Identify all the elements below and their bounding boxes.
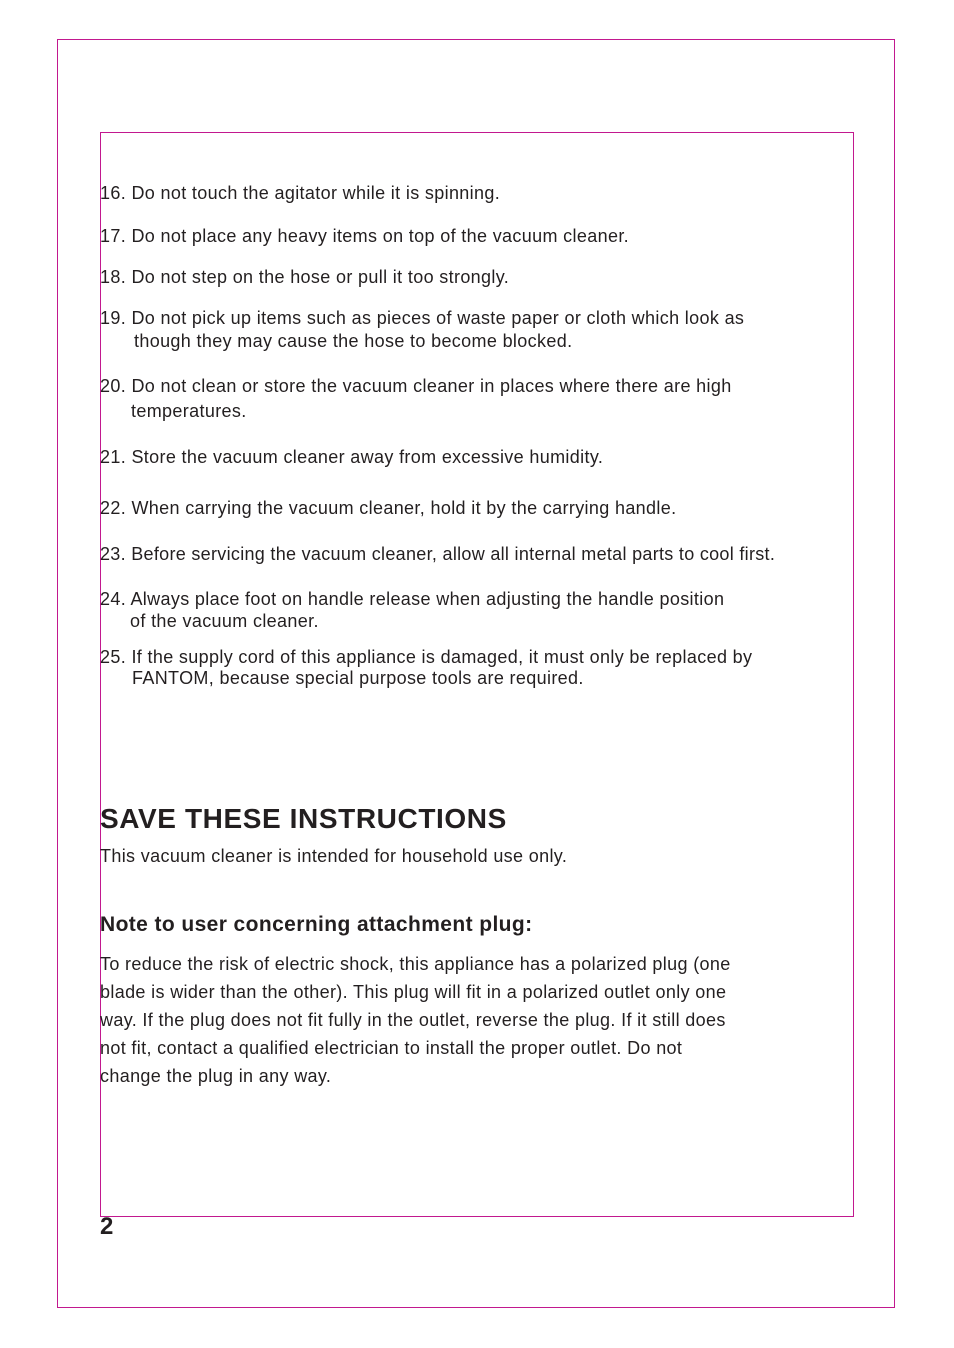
plug-note-line: To reduce the risk of electric shock, this appliance has a polarized plug (one bbox=[100, 954, 731, 974]
instruction-item-23 bbox=[100, 543, 775, 565]
item-text: Always place foot on handle release when adjusting the handle position bbox=[130, 589, 725, 609]
item-text-continued: of the vacuum cleaner. bbox=[130, 611, 319, 631]
item-number: 19. bbox=[100, 308, 127, 328]
item-text-continued: FANTOM, because special purpose tools are required. bbox=[132, 668, 584, 688]
save-instructions-heading: SAVE THESE INSTRUCTIONS bbox=[100, 803, 507, 834]
plug-note-line: blade is wider than the other). This plug will fit in a polarized outlet only one bbox=[100, 982, 727, 1002]
item-number: 21. bbox=[100, 447, 127, 467]
instruction-item-16 bbox=[100, 182, 500, 204]
instruction-item-24 bbox=[100, 588, 724, 632]
item-number: 17. bbox=[100, 226, 127, 246]
plug-note-body bbox=[100, 950, 820, 1090]
instruction-item-19 bbox=[100, 307, 744, 352]
instruction-item-20 bbox=[100, 375, 732, 422]
item-text: When carrying the vacuum cleaner, hold it by the carrying handle. bbox=[131, 498, 677, 518]
item-number: 23. bbox=[100, 544, 126, 564]
instruction-item-18 bbox=[100, 266, 509, 288]
item-text: Store the vacuum cleaner away from excessive humidity. bbox=[131, 447, 604, 467]
item-text-continued: temperatures. bbox=[131, 401, 247, 421]
plug-note-line: change the plug in any way. bbox=[100, 1066, 332, 1086]
item-number: 25. bbox=[100, 647, 127, 667]
plug-note-line: not fit, contact a qualified electrician to install the proper outlet. Do not bbox=[100, 1038, 683, 1058]
item-number: 18. bbox=[100, 267, 127, 287]
item-text: If the supply cord of this appliance is damaged, it must only be replaced by bbox=[131, 647, 753, 667]
item-text: Do not pick up items such as pieces of waste paper or cloth which look as bbox=[131, 308, 745, 328]
item-number: 20. bbox=[100, 376, 127, 396]
item-text: Do not touch the agitator while it is spinning. bbox=[131, 183, 501, 203]
item-number: 24. bbox=[100, 589, 127, 609]
instruction-item-21 bbox=[100, 446, 603, 468]
item-number: 22. bbox=[100, 498, 127, 518]
item-text: Before servicing the vacuum cleaner, allow all internal metal parts to cool first. bbox=[131, 544, 776, 564]
item-text-continued: though they may cause the hose to become blocked. bbox=[134, 331, 573, 351]
item-text: Do not clean or store the vacuum cleaner in places where there are high bbox=[131, 376, 732, 396]
intended-use-text: This vacuum cleaner is intended for household use only. bbox=[100, 846, 568, 866]
item-text: Do not step on the hose or pull it too strongly. bbox=[131, 267, 510, 287]
instruction-item-25 bbox=[100, 646, 752, 689]
page-number: 2 bbox=[100, 1213, 114, 1240]
item-number: 16. bbox=[100, 183, 127, 203]
plug-note-line: way. If the plug does not fit fully in the outlet, reverse the plug. If it still does bbox=[100, 1010, 726, 1030]
instruction-item-17 bbox=[100, 225, 629, 247]
item-text: Do not place any heavy items on top of the vacuum cleaner. bbox=[131, 226, 630, 246]
plug-note-title: Note to user concerning attachment plug: bbox=[100, 913, 533, 936]
instruction-item-22 bbox=[100, 497, 676, 519]
